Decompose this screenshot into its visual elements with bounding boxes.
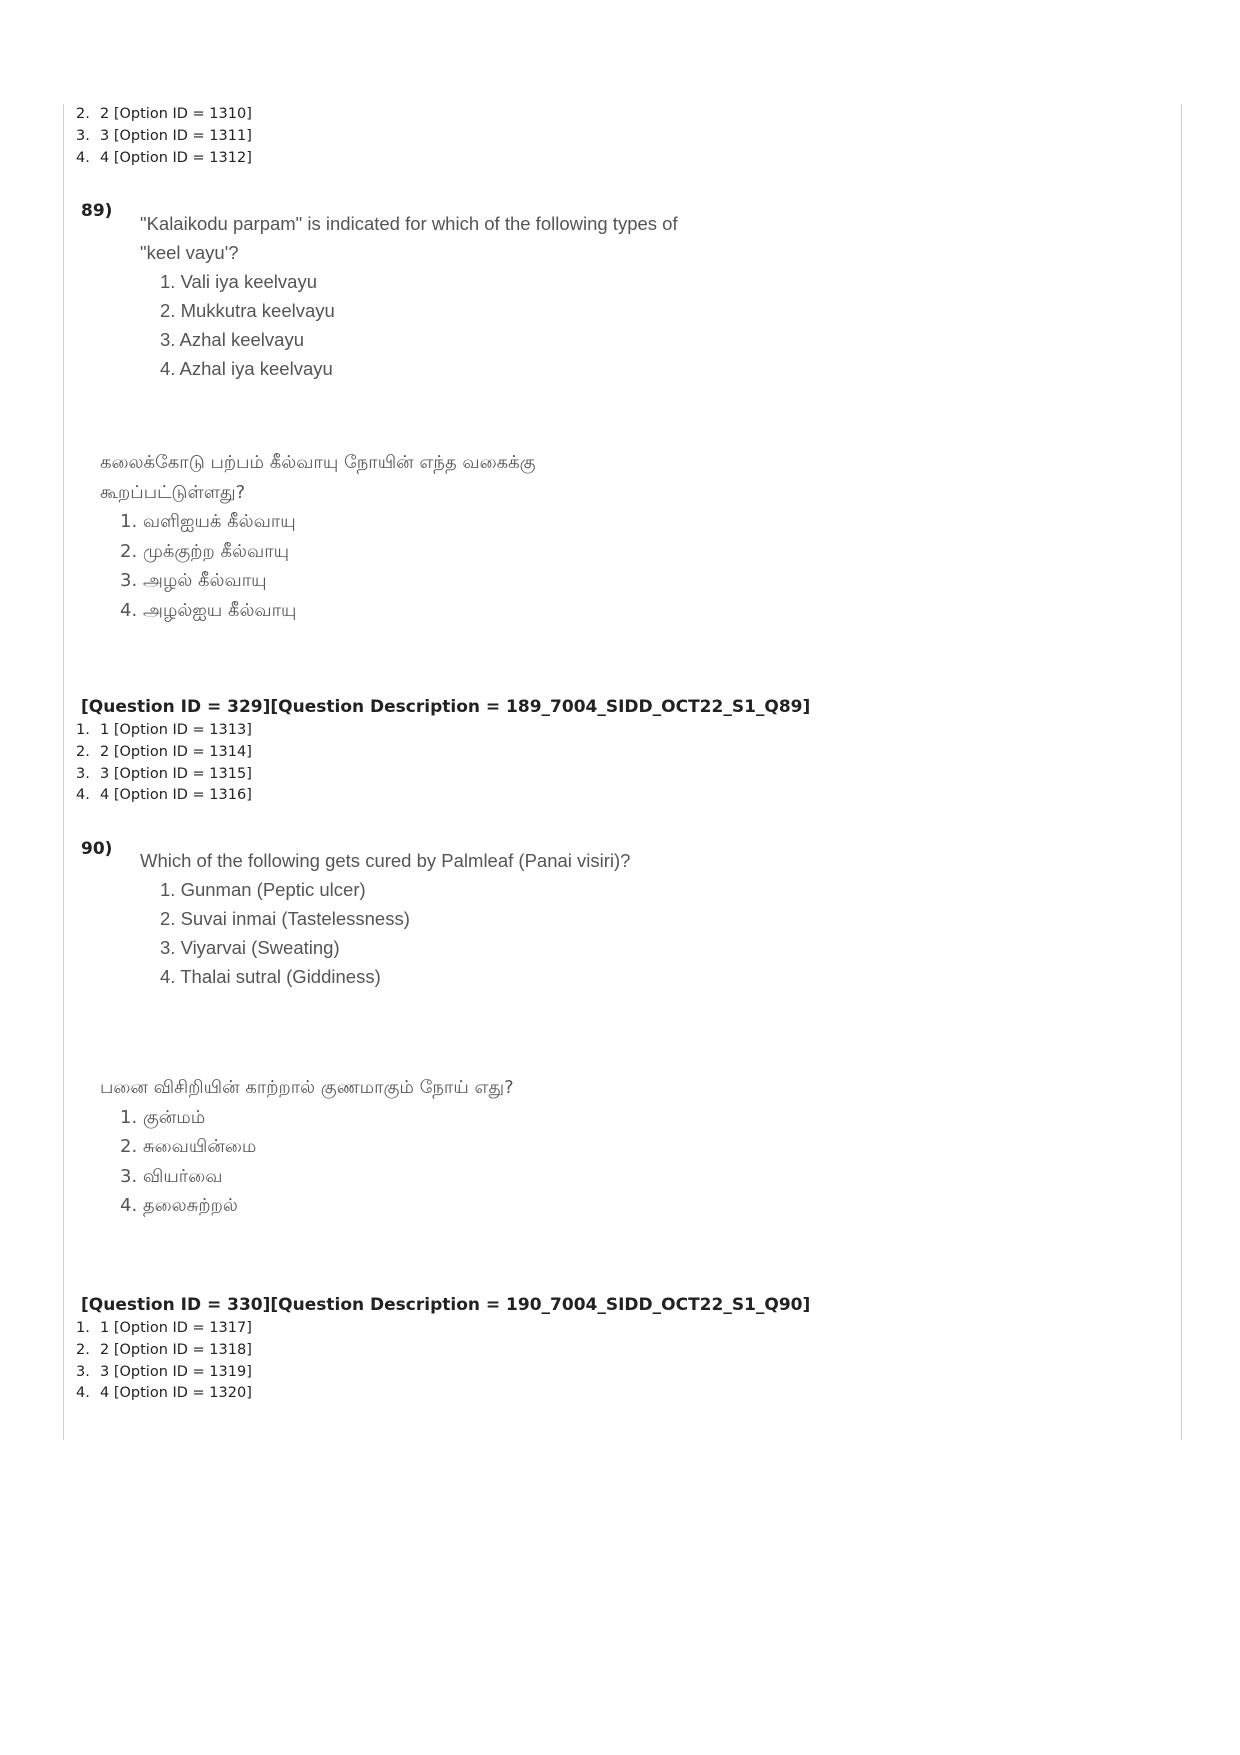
question-89-option-ids: [76, 720, 252, 807]
choice-4: 4. Thalai sutral (Giddiness): [160, 966, 381, 987]
option-text: 1 [Option ID = 1313]: [100, 722, 252, 738]
option-row: [76, 104, 252, 126]
option-number: 3.: [76, 1363, 90, 1380]
option-text: 1 [Option ID = 1317]: [100, 1320, 252, 1336]
choice-3: 3. Azhal keelvayu: [160, 329, 304, 350]
option-text: 3 [Option ID = 1319]: [100, 1363, 252, 1380]
option-number: 3.: [76, 127, 90, 144]
page-frame-right-border: [1181, 104, 1182, 1440]
choice-1: 1. Gunman (Peptic ulcer): [160, 879, 366, 900]
option-number: 4.: [76, 149, 90, 166]
option-row: [76, 1318, 252, 1340]
tamil-choice-1: 1. வளிஐயக் கீல்வாயு: [120, 511, 296, 532]
option-number: 2.: [76, 106, 90, 122]
option-row: [76, 126, 252, 148]
option-text: 4 [Option ID = 1312]: [100, 149, 252, 166]
option-number: 4.: [76, 1385, 90, 1402]
question-90-tamil: [100, 1073, 514, 1221]
tamil-question-line: கூறப்பட்டுள்ளது?: [100, 481, 246, 503]
question-89-tamil: [100, 448, 536, 625]
tamil-choice-1: 1. குன்மம்: [120, 1106, 206, 1128]
tamil-question-line: பனை விசிறியின் காற்றால் குணமாகும் நோய் எது?: [100, 1077, 514, 1098]
option-text: 4 [Option ID = 1316]: [100, 787, 252, 804]
tamil-choice-3: 3. வியர்வை: [120, 1165, 223, 1187]
previous-question-options: [76, 104, 252, 169]
page-frame-left-border: [63, 104, 64, 1440]
tamil-question-line: கலைக்கோடு பற்பம் கீல்வாயு நோயின் எந்த வகைக்கு: [100, 452, 536, 473]
tamil-choice-4: 4. அழல்ஐய கீல்வாயு: [120, 599, 297, 621]
option-number: 3.: [76, 765, 90, 782]
option-row: [76, 785, 252, 807]
option-number: 1.: [76, 722, 90, 738]
question-number-90: 90): [81, 839, 113, 859]
option-row: [76, 1383, 252, 1405]
choice-2: 2. Mukkutra keelvayu: [160, 300, 335, 321]
option-row: [76, 720, 252, 742]
option-text: 4 [Option ID = 1320]: [100, 1385, 252, 1402]
question-90-english: [140, 846, 630, 991]
option-number: 4.: [76, 787, 90, 804]
choice-2: 2. Suvai inmai (Tastelessness): [160, 908, 410, 929]
tamil-choice-2: 2. சுவையின்மை: [120, 1136, 257, 1157]
option-number: 2.: [76, 1341, 90, 1358]
option-row: [76, 742, 252, 764]
option-number: 1.: [76, 1320, 90, 1336]
choice-4: 4. Azhal iya keelvayu: [160, 358, 333, 379]
tamil-choice-3: 3. அழல் கீல்வாயு: [120, 570, 267, 591]
option-text: 2 [Option ID = 1314]: [100, 743, 252, 760]
choice-1: 1. Vali iya keelvayu: [160, 271, 317, 292]
option-row: [76, 1362, 252, 1384]
question-number-89: 89): [81, 201, 113, 221]
question-90-option-ids: [76, 1318, 252, 1405]
question-89-english: [140, 209, 678, 383]
tamil-choice-2: 2. முக்குற்ற கீல்வாயு: [120, 540, 290, 562]
choice-3: 3. Viyarvai (Sweating): [160, 937, 340, 958]
question-text-line: Which of the following gets cured by Palmleaf (Panai visiri)?: [140, 850, 631, 871]
option-text: 2 [Option ID = 1310]: [100, 106, 252, 122]
question-90-meta: [Question ID = 330][Question Description = 190_7004_SIDD_OCT22_S1_Q90]: [81, 1295, 811, 1315]
question-89-meta: [Question ID = 329][Question Description = 189_7004_SIDD_OCT22_S1_Q89]: [81, 697, 811, 717]
question-text-line: "Kalaikodu parpam" is indicated for which of the following types of: [140, 213, 678, 234]
option-number: 2.: [76, 743, 90, 760]
question-text-line: "keel vayu'?: [140, 242, 239, 263]
option-row: [76, 764, 252, 786]
option-row: [76, 148, 252, 170]
option-text: 3 [Option ID = 1315]: [100, 765, 252, 782]
option-text: 2 [Option ID = 1318]: [100, 1341, 252, 1358]
tamil-choice-4: 4. தலைசுற்றல்: [120, 1195, 238, 1216]
option-row: [76, 1340, 252, 1362]
option-text: 3 [Option ID = 1311]: [100, 127, 252, 144]
